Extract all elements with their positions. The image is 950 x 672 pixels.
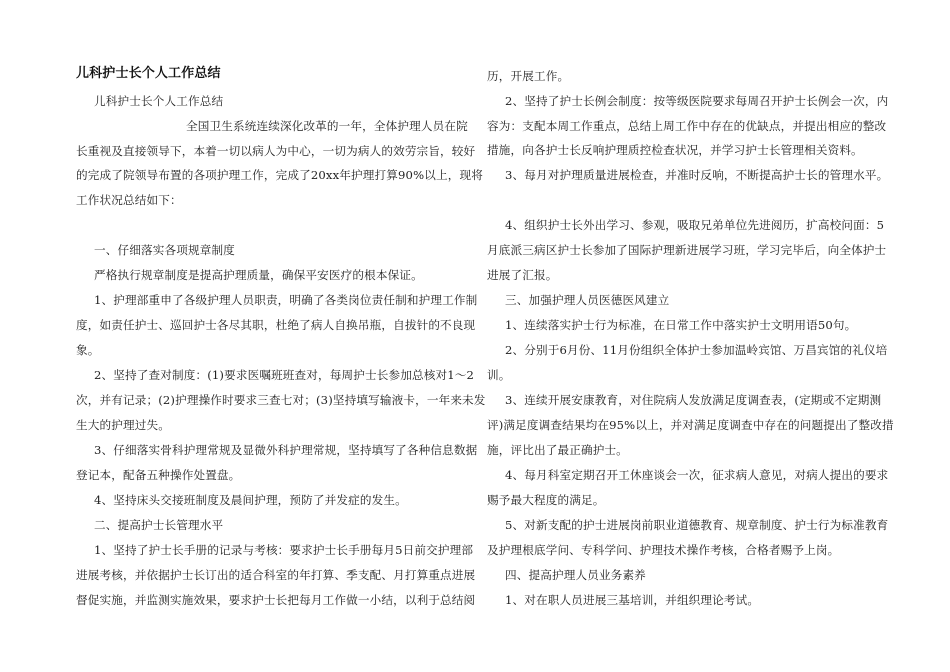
paragraph-line: 3、连续开展安康教育，对住院病人发放满足度调查表，(定期或不定期测: [505, 393, 882, 407]
paragraph-line: 次，并有记录；(2)护理操作时要求三查七对；(3)坚持填写输液卡，一年来未发: [76, 393, 486, 407]
section-heading: 二、提高护士长管理水平: [94, 518, 224, 532]
paragraph-line: 容为：支配本周工作重点，总结上周工作中存在的优缺点，并提出相应的整改: [487, 119, 887, 133]
subtitle: 儿科护士长个人工作总结: [94, 94, 224, 108]
paragraph-line: 施，评比出了最正确护士。: [487, 443, 628, 457]
paragraph-line: 工作状况总结如下：: [76, 193, 182, 207]
paragraph-line: 5、对新支配的护士进展岗前职业道德教育、规章制度、护士行为标准教育: [505, 518, 889, 532]
paragraph-line: 1、坚持了护士长手册的记录与考核：要求护士长手册每月5日前交护理部: [94, 543, 474, 557]
paragraph-line: 赐予最大程度的满足。: [487, 493, 605, 507]
paragraph-line: 1、护理部重申了各级护理人员职责，明确了各类岗位责任制和护理工作制: [94, 293, 478, 307]
paragraph-line: 训。: [487, 368, 511, 382]
paragraph-line: 3、每月对护理质量进展检查，并准时反响，不断提高护士长的管理水平。: [505, 168, 889, 182]
paragraph-line: 的完成了院领导布置的各项护理工作，完成了20xx年护理打算90%以上，现将: [76, 168, 483, 182]
paragraph-line: 1、对在职人员进展三基培训，并组织理论考试。: [505, 593, 760, 607]
paragraph-line: 全国卫生系统连续深化改革的一年，全体护理人员在院: [186, 119, 468, 133]
paragraph-line: 长重视及直接领导下，本着一切以病人为中心，一切为病人的效劳宗旨，较好: [76, 144, 476, 158]
paragraph-line: 3、仔细落实骨科护理常规及显微外科护理常规，坚持填写了各种信息数据: [94, 443, 478, 457]
paragraph-line: 4、坚持床头交接班制度及晨间护理，预防了并发症的发生。: [94, 493, 407, 507]
section-heading: 一、仔细落实各项规章制度: [94, 243, 235, 257]
paragraph-line: 象。: [76, 343, 100, 357]
paragraph-line: 登记本，配备五种操作处置盘。: [76, 468, 241, 482]
paragraph-line: 2、分别于6月份、11月份组织全体护士参加温岭宾馆、万昌宾馆的礼仪培: [505, 343, 888, 357]
paragraph-line: 生大的护理过失。: [76, 418, 170, 432]
paragraph-line: 严格执行规章制度是提高护理质量，确保平安医疗的根本保证。: [94, 268, 423, 282]
section-heading: 三、加强护理人员医德医风建立: [505, 293, 670, 307]
paragraph-line: 评)满足度调查结果均在95%以上，并对满足度调查中存在的问题提出了整改措: [487, 418, 894, 432]
document-title: 儿科护士长个人工作总结: [76, 66, 221, 81]
paragraph-line: 督促实施，并监测实施效果，要求护士长把每月工作做一小结，以利于总结阅: [76, 593, 476, 607]
paragraph-line: 度，如责任护士、巡回护士各尽其职，杜绝了病人自换吊瓶，自拔针的不良现: [76, 318, 476, 332]
paragraph-line: 措施，向各护士长反响护理质控检查状况，并学习护士长管理相关资料。: [487, 143, 863, 157]
paragraph-line: 4、每月科室定期召开工休座谈会一次，征求病人意见，对病人提出的要求: [505, 468, 889, 482]
section-heading: 四、提高护理人员业务素养: [505, 568, 646, 582]
paragraph-line: 月底派三病区护士长参加了国际护理新进展学习班，学习完毕后，向全体护士: [487, 243, 887, 257]
paragraph-line: 进展了汇报。: [487, 268, 558, 282]
paragraph-line: 2、坚持了护士长例会制度：按等级医院要求每周召开护士长例会一次，内: [505, 94, 889, 108]
paragraph-line: 及护理根底学问、专科学问、护理技术操作考核，合格者赐予上岗。: [487, 543, 840, 557]
paragraph-line: 2、坚持了查对制度：(1)要求医嘱班班查对，每周护士长参加总核对1～2: [94, 368, 475, 382]
paragraph-line: 1、连续落实护士行为标准，在日常工作中落实护士文明用语50句。: [505, 318, 857, 332]
paragraph-line: 历，开展工作。: [487, 69, 570, 83]
paragraph-line: 进展考核，并依据护士长订出的适合科室的年打算、季支配、月打算重点进展: [76, 568, 476, 582]
paragraph-line: 4、组织护士长外出学习、参观，吸取兄弟单位先进阅历，扩高校问面：5: [505, 218, 885, 232]
